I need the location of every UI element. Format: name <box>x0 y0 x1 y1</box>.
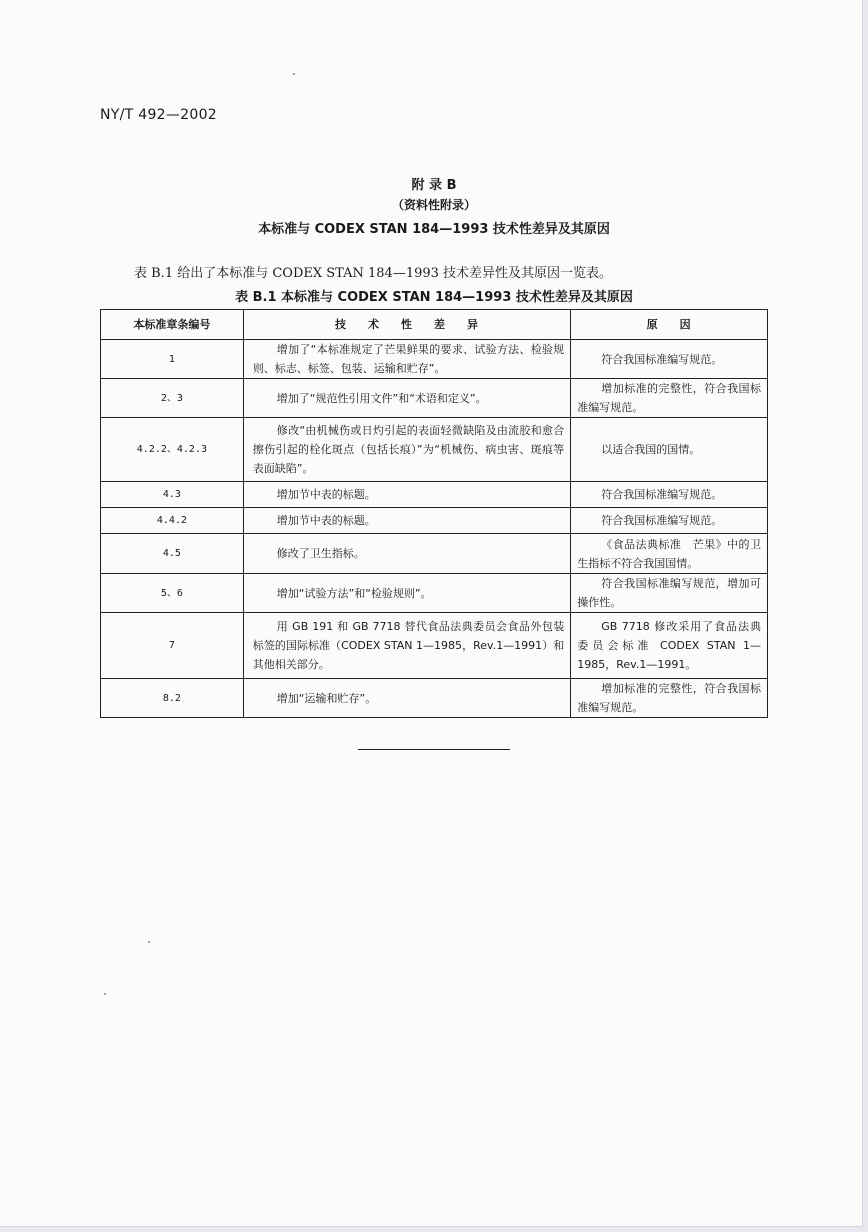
table-row <box>101 482 768 508</box>
table-caption: 表 B.1 本标准与 CODEX STAN 184—1993 技术性差异及其原因 <box>235 290 633 305</box>
table-row <box>101 379 768 418</box>
table-header-row <box>101 310 768 340</box>
table-row <box>101 574 768 613</box>
reason-cell: 增加标准的完整性，符合我国标准编写规范。 <box>571 379 768 418</box>
clause-cell: 2、3 <box>101 379 244 418</box>
difference-cell: 修改了卫生指标。 <box>243 534 570 574</box>
header-reason: 原因 <box>571 310 768 340</box>
table-row <box>101 534 768 574</box>
table-row <box>101 508 768 534</box>
reason-cell: 增加标准的完整性，符合我国标准编写规范。 <box>571 679 768 718</box>
clause-cell: 4.4.2 <box>101 508 244 534</box>
difference-cell: 增加节中表的标题。 <box>243 508 570 534</box>
table-row <box>101 340 768 379</box>
scan-speck <box>104 993 106 995</box>
table-row <box>101 679 768 718</box>
intro-paragraph: 表 B.1 给出了本标准与 CODEX STAN 184—1993 技术差异性及其原因一览表。 <box>134 266 613 281</box>
difference-cell: 增加节中表的标题。 <box>243 482 570 508</box>
clause-cell: 4.2.2、4.2.3 <box>101 418 244 482</box>
difference-cell: 用 GB 191 和 GB 7718 替代食品法典委员会食品外包装标签的国际标准（CODEX STAN 1—1985，Rev.1—1991）和其他相关部分。 <box>243 613 570 679</box>
clause-cell: 4.5 <box>101 534 244 574</box>
scan-speck <box>293 73 295 75</box>
reason-cell: 符合我国标准编写规范。 <box>571 482 768 508</box>
difference-cell: 修改“由机械伤或日灼引起的表面轻微缺陷及由流胶和愈合擦伤引起的栓化斑点（包括长痕）”为“机械伤、病虫害、斑痕等表面缺陷”。 <box>243 418 570 482</box>
table-row <box>101 613 768 679</box>
reason-cell: 符合我国标准编写规范。 <box>571 340 768 379</box>
table-row <box>101 418 768 482</box>
difference-cell: 增加“试验方法”和“检验规则”。 <box>243 574 570 613</box>
appendix-subtitle: （资料性附录） <box>391 198 476 212</box>
header-clause: 本标准章条编号 <box>101 310 244 340</box>
clause-cell: 5、6 <box>101 574 244 613</box>
reason-cell: 符合我国标准编写规范。 <box>571 508 768 534</box>
document-number: NY/T 492—2002 <box>100 107 217 123</box>
difference-cell: 增加“运输和贮存”。 <box>243 679 570 718</box>
difference-table <box>100 309 768 718</box>
clause-cell: 1 <box>101 340 244 379</box>
clause-cell: 4.3 <box>101 482 244 508</box>
end-rule <box>358 749 510 750</box>
clause-cell: 7 <box>101 613 244 679</box>
reason-cell: 符合我国标准编写规范，增加可操作性。 <box>571 574 768 613</box>
reason-cell: GB 7718 修改采用了食品法典委员会标准 CODEX STAN 1—1985，Rev.1—1991。 <box>571 613 768 679</box>
difference-cell: 增加了“规范性引用文件”和“术语和定义”。 <box>243 379 570 418</box>
difference-cell: 增加了“本标准规定了芒果鲜果的要求、试验方法、检验规则、标志、标签、包装、运输和贮存”。 <box>243 340 570 379</box>
appendix-title: 附 录 B <box>411 178 457 193</box>
appendix-heading: 本标准与 CODEX STAN 184—1993 技术性差异及其原因 <box>258 222 610 237</box>
reason-cell: 以适合我国的国情。 <box>571 418 768 482</box>
header-difference: 技术性差异 <box>243 310 570 340</box>
scan-speck <box>148 941 150 943</box>
clause-cell: 8.2 <box>101 679 244 718</box>
reason-cell: 《食品法典标准 芒果》中的卫生指标不符合我国国情。 <box>571 534 768 574</box>
